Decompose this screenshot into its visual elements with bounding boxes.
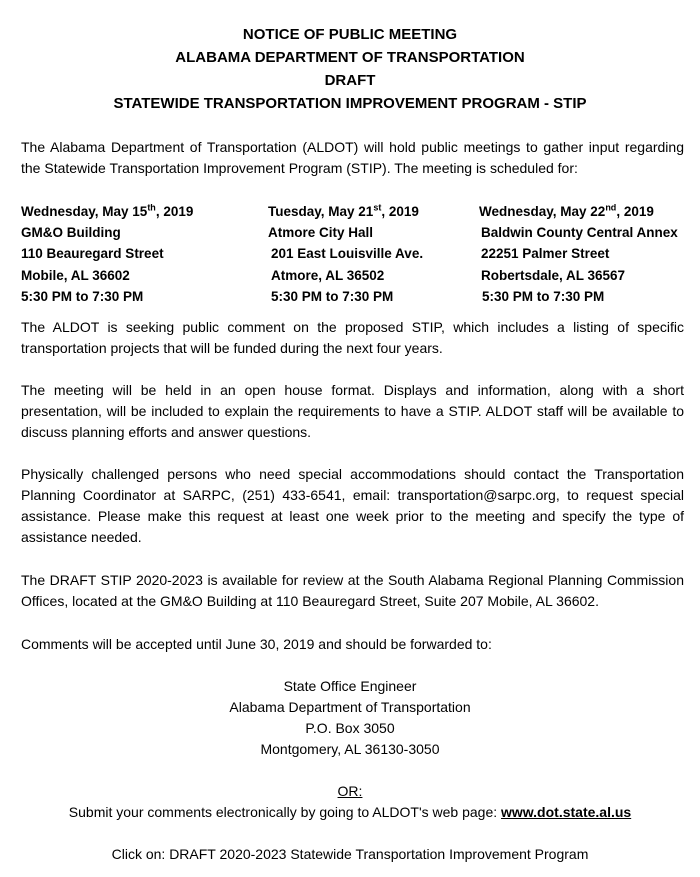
meeting-venue: GM&O Building xyxy=(21,225,121,241)
header-line-notice: NOTICE OF PUBLIC MEETING xyxy=(242,26,458,43)
mailing-address xyxy=(0,676,700,760)
address-line-agency: Alabama Department of Transportation xyxy=(229,699,471,715)
meeting-time: 5:30 PM to 7:30 PM xyxy=(271,288,394,304)
address-line-title: State Office Engineer xyxy=(283,678,417,694)
meeting-date: Tuesday, May 21st, 2019 xyxy=(268,202,419,219)
meeting-mobile xyxy=(21,201,193,307)
meeting-city: Robertsdale, AL 36567 xyxy=(481,267,626,283)
paragraph-accommodations: Physically challenged persons who need special accommodations should contact the Transportation Planning Coordinator at SARPC, (251) 433-6541, email: transportation@sarpc.org, to request special assistance. Please make this request at least one week prior to the meeting and specify the type of assistance needed. xyxy=(21,466,684,545)
meeting-date: Wednesday, May 15th, 2019 xyxy=(21,202,194,219)
meeting-city: Mobile, AL 36602 xyxy=(21,267,130,283)
meeting-atmore xyxy=(268,201,423,307)
meeting-venue: Baldwin County Central Annex xyxy=(481,225,678,241)
or-label: OR: xyxy=(337,783,363,799)
meeting-time: 5:30 PM to 7:30 PM xyxy=(482,288,605,304)
paragraph-public-comment: The ALDOT is seeking public comment on the proposed STIP, which includes a listing of specific transportation projects that will be funded during the next four years. xyxy=(21,319,684,356)
meeting-robertsdale xyxy=(479,201,678,307)
address-line-city: Montgomery, AL 36130-3050 xyxy=(260,741,440,757)
aldot-web-link[interactable]: www.dot.state.al.us xyxy=(501,804,632,820)
submit-text: Submit your comments electronically by going to ALDOT's web page: xyxy=(68,804,502,820)
intro-paragraph: The Alabama Department of Transportation (ALDOT) will hold public meetings to gather input regarding the Statewide Transportation Improvement Program (STIP). The meeting is scheduled for: xyxy=(21,139,684,176)
meeting-date: Wednesday, May 22nd, 2019 xyxy=(479,202,654,219)
meeting-street: 110 Beauregard Street xyxy=(21,246,164,262)
header-line-program: STATEWIDE TRANSPORTATION IMPROVEMENT PROGRAM - STIP xyxy=(113,95,587,112)
notice-header xyxy=(0,23,700,115)
address-line-pobox: P.O. Box 3050 xyxy=(305,720,395,736)
paragraph-draft-availability: The DRAFT STIP 2020-2023 is available for review at the South Alabama Regional Planning Commission Offices, located at the GM&O Building at 110 Beauregard Street, Suite 207 Mobile, AL 36602. xyxy=(21,572,684,609)
click-on-line: Click on: DRAFT 2020-2023 Statewide Transportation Improvement Program xyxy=(111,846,589,862)
submit-line xyxy=(0,802,700,823)
meeting-time: 5:30 PM to 7:30 PM xyxy=(21,288,144,304)
meeting-venue: Atmore City Hall xyxy=(268,225,374,241)
meeting-street: 201 East Louisville Ave. xyxy=(271,246,424,262)
paragraph-comments-deadline: Comments will be accepted until June 30, 2019 and should be forwarded to: xyxy=(21,636,492,652)
header-line-draft: DRAFT xyxy=(324,72,376,89)
meeting-city: Atmore, AL 36502 xyxy=(271,267,385,283)
meeting-street: 22251 Palmer Street xyxy=(481,246,610,262)
paragraph-open-house: The meeting will be held in an open house format. Displays and information, along with a short presentation, will be included to explain the requirements to have a STIP. ALDOT staff will be available to discuss planning efforts and answer questions. xyxy=(21,382,684,440)
header-line-department: ALABAMA DEPARTMENT OF TRANSPORTATION xyxy=(175,49,525,66)
or-separator xyxy=(0,781,700,802)
